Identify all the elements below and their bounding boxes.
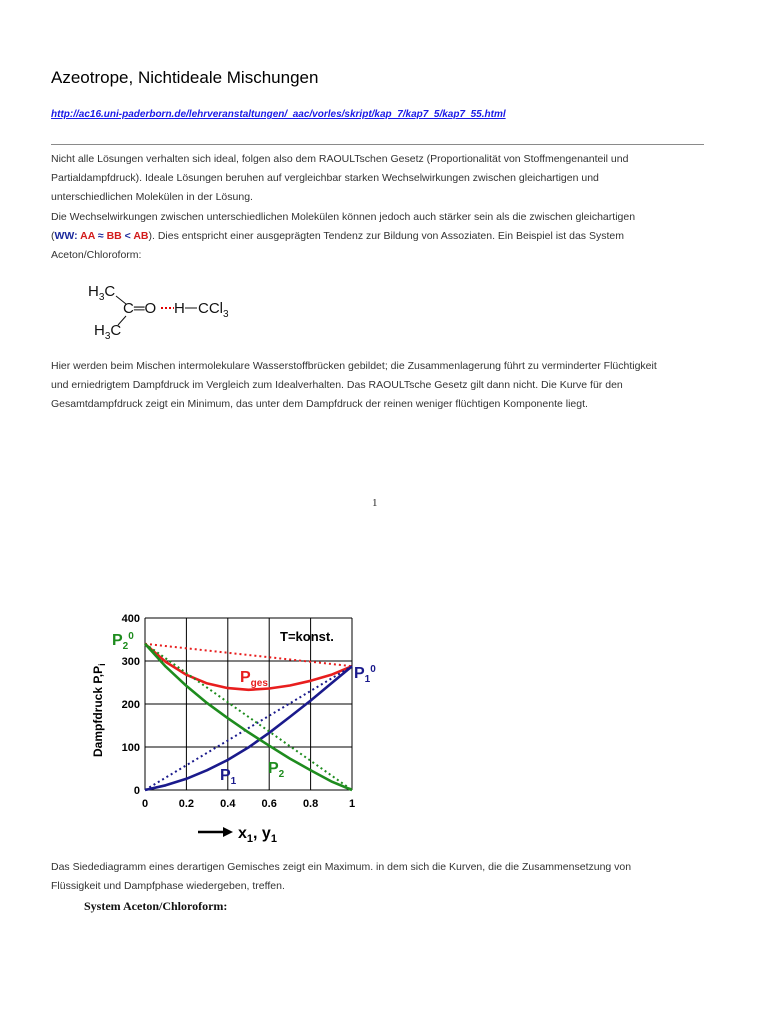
- methyl-top: $H_3C$: [88, 283, 116, 303]
- text-fragment: (: [51, 229, 55, 242]
- y-tick-label: 400: [121, 613, 140, 625]
- carbonyl-group: C═O: [123, 300, 157, 317]
- text-line: unterschiedlichen Molekülen in der Lösung.: [51, 191, 253, 204]
- x-tick-label: 1: [348, 798, 356, 810]
- series-p2-ideal: [145, 644, 352, 790]
- chart-series: [145, 644, 352, 790]
- text-line: Die Wechselwirkungen zwischen unterschiedlichen Molekülen können jedoch auch stärker sein als die zwischen gleichartigen: [51, 210, 636, 223]
- text-line: Nicht alle Lösungen verhalten sich ideal, folgen also dem RAOULTschen Gesetz (Proportionalität von Stoffmengenanteil und: [51, 153, 629, 165]
- text-line: Gesamtdampfdruck zeigt ein Minimum, das unter dem Dampfdruck der reinen weniger flüchtigen Komponente liegt.: [51, 398, 588, 411]
- x-tick-label: 0.8: [302, 798, 319, 810]
- explanation-paragraph: [51, 357, 701, 415]
- series-pges-ideal: [145, 644, 352, 666]
- p2-label: $P_2$: [268, 760, 285, 780]
- p2-pure-label: $P_2^0$: [112, 631, 134, 652]
- intro-paragraph: [51, 150, 701, 265]
- ccl3-group: CCl$_3$: [198, 300, 229, 320]
- x-tick-label: 0.6: [261, 798, 277, 810]
- y-axis-label: Dampfdruck $P,P_i$: [91, 663, 107, 757]
- ww-label: WW: [54, 229, 75, 242]
- bb-label: BB: [106, 229, 122, 242]
- text-fragment: ). Dies entspricht einer ausgeprägten Tendenz zur Bildung von Assoziaten. Ein Beispiel ist das System: [148, 229, 624, 242]
- y-tick-label: 300: [121, 656, 140, 668]
- text-line: und erniedrigtem Dampfdruck im Vergleich zum Idealverhalten. Das RAOULTsche Gesetz gilt dann nicht. Die Kurve für den: [51, 379, 623, 392]
- less-than-symbol: <: [121, 229, 134, 242]
- pges-label: $P_{ges}$: [240, 669, 268, 689]
- text-line: Flüssigkeit und Dampfphase wiedergeben, treffen.: [51, 880, 285, 893]
- horizontal-divider: [51, 144, 704, 145]
- page-title: Azeotrope, Nichtideale Mischungen: [51, 68, 319, 87]
- methyl-bottom: $H_3C$: [94, 322, 122, 340]
- chart-title: T=konst.: [280, 629, 334, 644]
- p1-pure-label: $P_1^0$: [354, 664, 376, 685]
- text-fragment: :: [74, 229, 81, 242]
- x-tick-label: 0.2: [178, 798, 195, 810]
- page-number: 1: [372, 497, 378, 509]
- acetone-chloroform-structure: [86, 280, 246, 340]
- hydrogen-atom: H: [174, 300, 185, 317]
- source-link[interactable]: http://ac16.uni-paderborn.de/lehrveranstaltungen/_aac/vorles/skript/kap_7/kap7_5/kap7_55.html: [51, 109, 506, 120]
- approx-symbol: ≈: [94, 229, 107, 242]
- vapor-pressure-chart: [88, 612, 388, 852]
- boiling-diagram-paragraph: [51, 858, 701, 896]
- ab-label: AB: [133, 229, 149, 242]
- figure-caption: System Aceton/Chloroform:: [84, 899, 228, 913]
- aa-label: AA: [80, 229, 95, 242]
- y-tick-label: 0: [133, 785, 140, 797]
- text-line: Partialdampfdruck). Ideale Lösungen beruhen auf vergleichbar starken Wechselwirkungen zwischen gleichartigen und: [51, 172, 599, 185]
- text-line: Aceton/Chloroform:: [51, 249, 142, 262]
- x-axis-arrow: [198, 827, 233, 837]
- text-line: Hier werden beim Mischen intermolekulare Wasserstoffbrücken gebildet; die Zusammenlagerung führt zu verminderter Flüchtigkeit: [51, 360, 657, 372]
- y-tick-label: 200: [121, 699, 140, 711]
- x-axis-label: $x_1$, $y_1$: [238, 825, 277, 845]
- x-tick-label: 0.4: [220, 798, 236, 810]
- text-line: Das Siedediagramm eines derartigen Gemisches zeigt ein Maximum. in dem sich die Kurven, die die Zusammensetzung von: [51, 861, 632, 873]
- p1-label: $P_1$: [220, 767, 237, 787]
- y-tick-label: 100: [121, 742, 140, 754]
- x-tick-label: 0: [141, 798, 149, 810]
